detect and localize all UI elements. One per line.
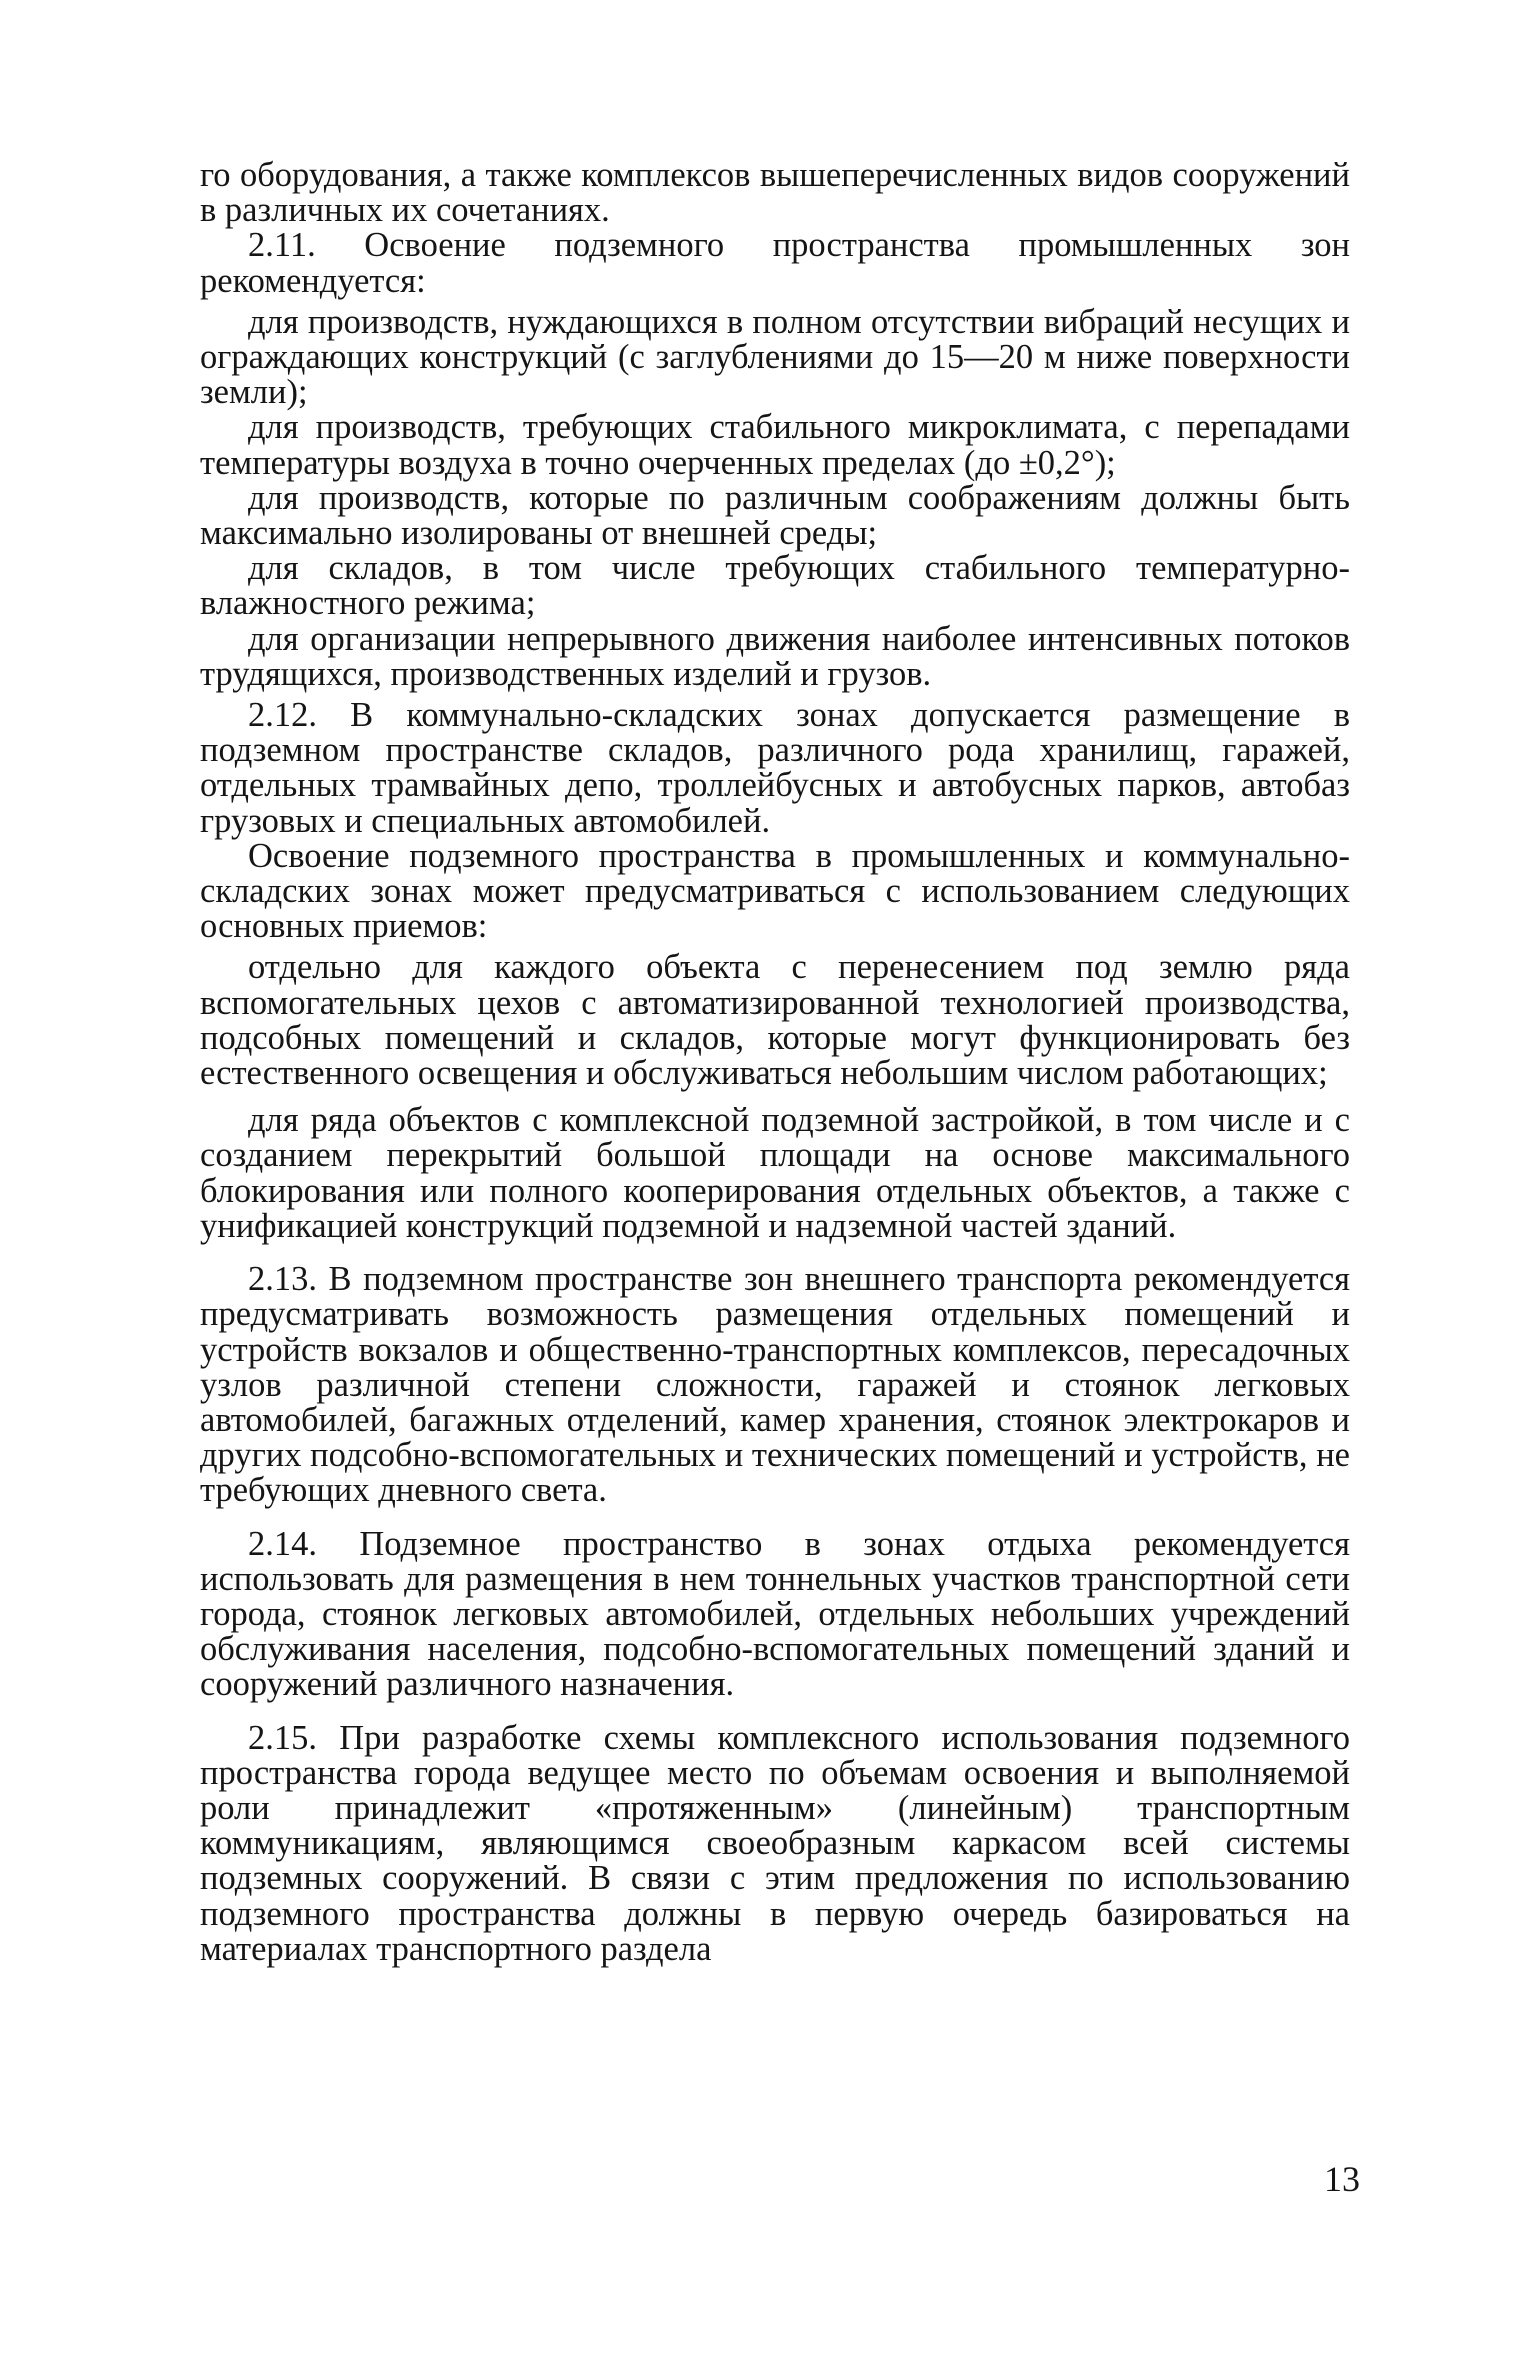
page-number: 13 — [1324, 2159, 1360, 2199]
paragraph-2-11-item-microclimate: для производств, требующих стабильного микроклимата, с перепадами температуры воздуха в точно очерченных пределах (до ±0,2°); — [200, 408, 1350, 482]
paragraph-2-11: 2.11. Освоение подземного пространства промышленных зон рекомендуется: — [200, 226, 1350, 300]
paragraph-2-11-item-isolation: для производств, которые по различным соображениям должны быть максимально изолированы от внешней среды; — [200, 478, 1350, 553]
paragraph-continuation: го оборудования, а также комплексов вышеперечисленных видов сооружений в различных их сочетаниях. — [200, 156, 1350, 230]
paragraph-methods-intro: Освоение подземного пространства в промышленных и коммунально-складских зонах может предусматриваться с использованием следующих основных приемов: — [200, 836, 1350, 946]
paragraph-2-11-item-vibration: для производств, нуждающихся в полном отсутствии вибраций несущих и ограждающих конструкций (с заглублениями до 15—20 м ниже поверхности земли); — [200, 302, 1350, 412]
page-body — [200, 158, 1350, 1967]
paragraph-method-complex: для ряда объектов с комплексной подземной застройкой, в том числе и с созданием перекрытий большой площади на основе максимального блокирования или полного кооперирования отдельных объектов, а также с унификацией конструкций подземной и надземной частей зданий. — [200, 1101, 1350, 1245]
paragraph-2-11-item-traffic: для организации непрерывного движения наиболее интенсивных потоков трудящихся, производственных изделий и грузов. — [200, 619, 1350, 693]
paragraph-2-14: 2.14. Подземное пространство в зонах отдыха рекомендуется использовать для размещения в нем тоннельных участков транспортной сети города, стоянок легковых автомобилей, отдельных небольших учреждений обслуживания населения, подсобно-вспомогательных помещений зданий и сооружений различного назначения. — [200, 1524, 1350, 1704]
paragraph-2-13: 2.13. В подземном пространстве зон внешнего транспорта рекомендуется предусматривать возможность размещения отдельных помещений и устройств вокзалов и общественно-транспортных комплексов, пересадочных узлов различной степени сложности, гаражей и стоянок легковых автомобилей, багажных отделений, камер хранения, стоянок электрокаров и других подсобно-вспомогательных и технических помещений и устройств, не требующих дневного света. — [200, 1260, 1350, 1510]
paragraph-2-12: 2.12. В коммунально-складских зонах допускается размещение в подземном пространстве складов, различного рода хранилищ, гаражей, отдельных трамвайных депо, троллейбусных и автобусных парков, автобаз грузовых и специальных автомобилей. — [200, 696, 1350, 840]
paragraph-method-single-object: отдельно для каждого объекта с перенесением под землю ряда вспомогательных цехов с автоматизированной технологией производства, подсобных помещений и складов, которые могут функционировать без естественного освещения и обслуживаться небольшим числом работающих; — [200, 948, 1350, 1093]
paragraph-2-11-item-warehouses: для складов, в том числе требующих стабильного температурно-влажностного режима; — [200, 549, 1350, 623]
paragraph-2-15: 2.15. При разработке схемы комплексного использования подземного пространства города ведущее место по объемам освоения и выполняемой роли принадлежит «протяженным» (линейным) транспортным коммуникациям, являющимся своеобразным каркасом всей системы подземных сооружений. В связи с этим предложения по использованию подземного пространства должны в первую очередь базироваться на материалах транспортного раздела — [200, 1718, 1350, 1968]
